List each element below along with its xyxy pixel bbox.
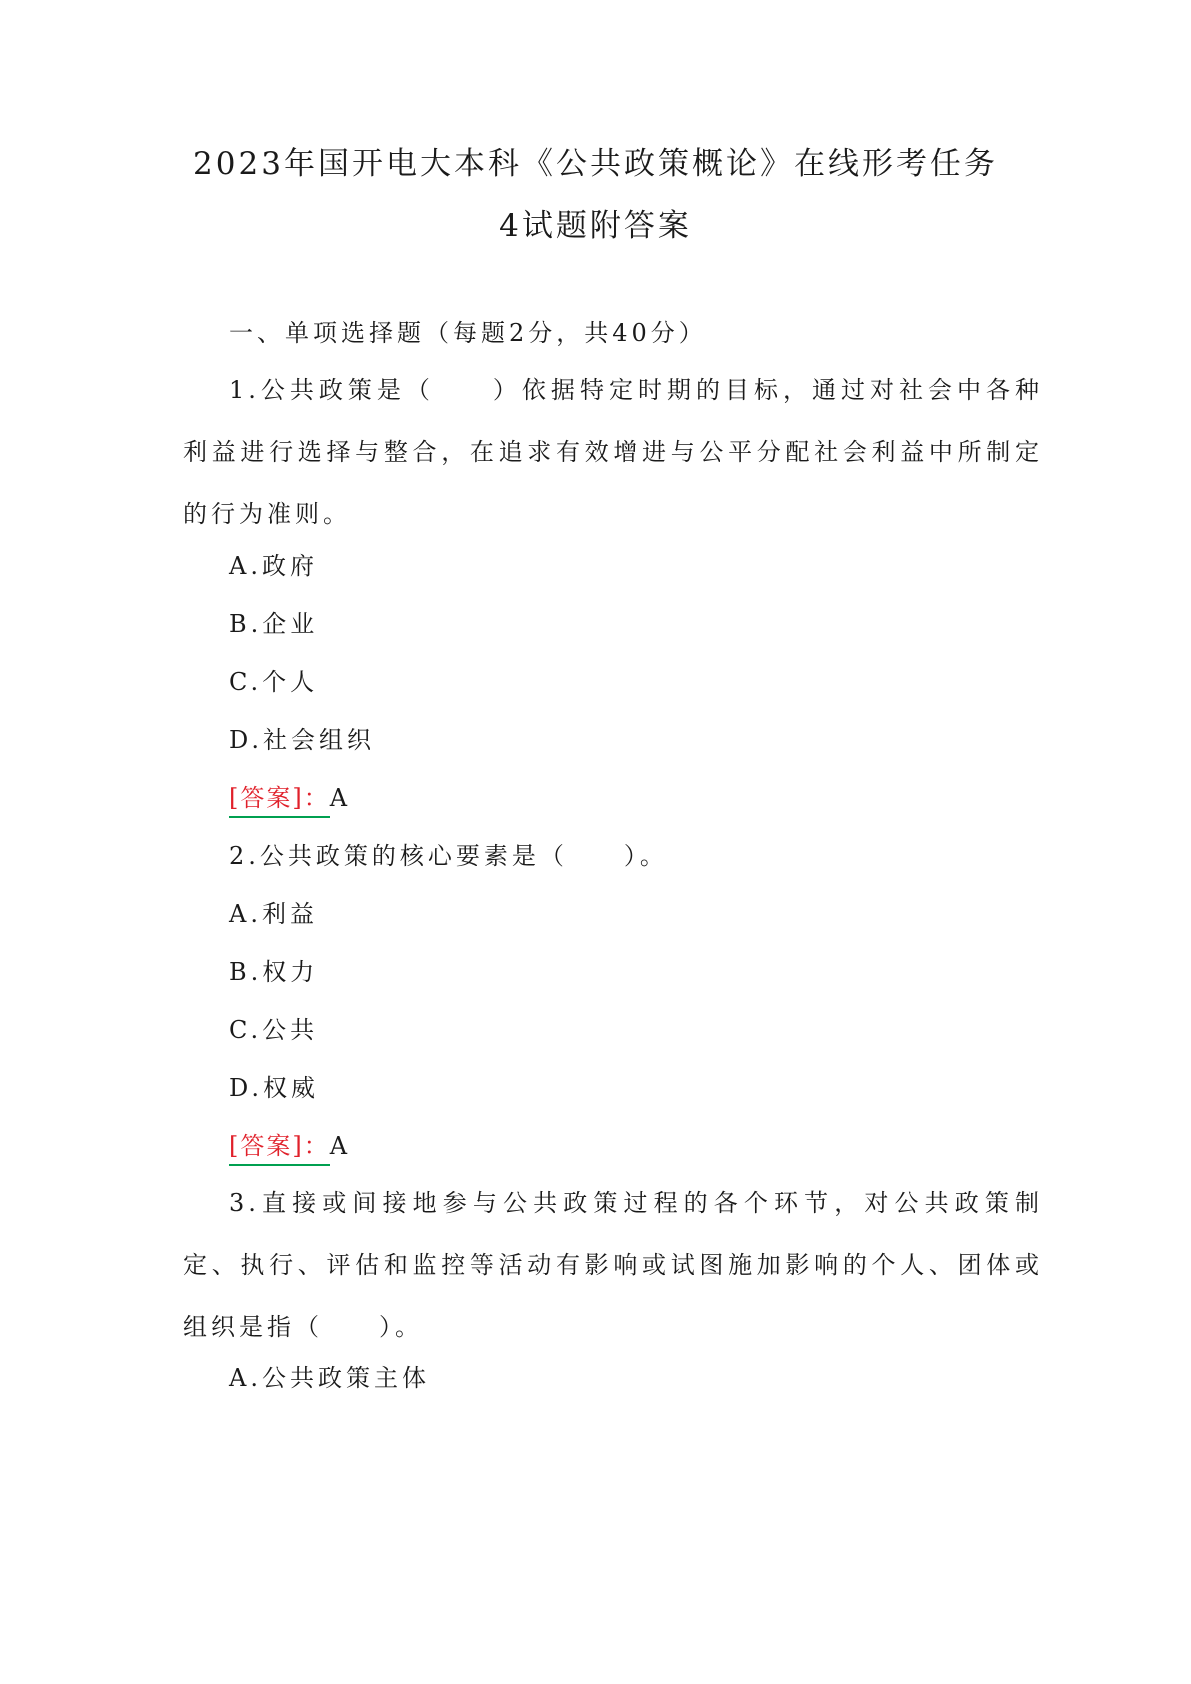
document-title-line-1: 2023年国开电大本科《公共政策概论》在线形考任务 bbox=[193, 146, 998, 182]
answer-tag: [答案]： bbox=[229, 784, 330, 818]
question-2-stem: 2.公共政策的核心要素是（ ）。 bbox=[229, 842, 668, 870]
question-2-option-a: A.利益 bbox=[229, 900, 318, 928]
question-1-option-b: B.企业 bbox=[229, 610, 319, 638]
question-1-option-d: D.社会组织 bbox=[229, 726, 376, 754]
answer-tag: [答案]： bbox=[229, 1132, 330, 1166]
question-2-option-d: D.权威 bbox=[229, 1074, 320, 1102]
question-1-stem: 1.公共政策是（ ）依据特定时期的目标，通过对社会中各种利益进行选择与整合，在追求有效增进与公平分配社会利益中所制定的行为准则。 bbox=[183, 376, 1043, 528]
question-2-answer bbox=[229, 1130, 349, 1162]
answer-value: A bbox=[329, 784, 350, 812]
question-2-option-c: C.公共 bbox=[229, 1016, 319, 1044]
question-1-option-c: C.个人 bbox=[229, 668, 319, 696]
question-1-answer bbox=[229, 782, 349, 814]
section-heading: 一、单项选择题（每题2分，共40分） bbox=[229, 319, 707, 347]
question-1-option-a: A.政府 bbox=[229, 552, 318, 580]
question-2-option-b: B.权力 bbox=[229, 958, 319, 986]
question-3-option-a: A.公共政策主体 bbox=[229, 1364, 430, 1392]
answer-value: A bbox=[329, 1132, 350, 1160]
document-title-line-2: 4试题附答案 bbox=[499, 208, 692, 244]
question-3-stem: 3.直接或间接地参与公共政策过程的各个环节，对公共政策制定、执行、评估和监控等活动有影响或试图施加影响的个人、团体或组织是指（ ）。 bbox=[183, 1189, 1043, 1341]
